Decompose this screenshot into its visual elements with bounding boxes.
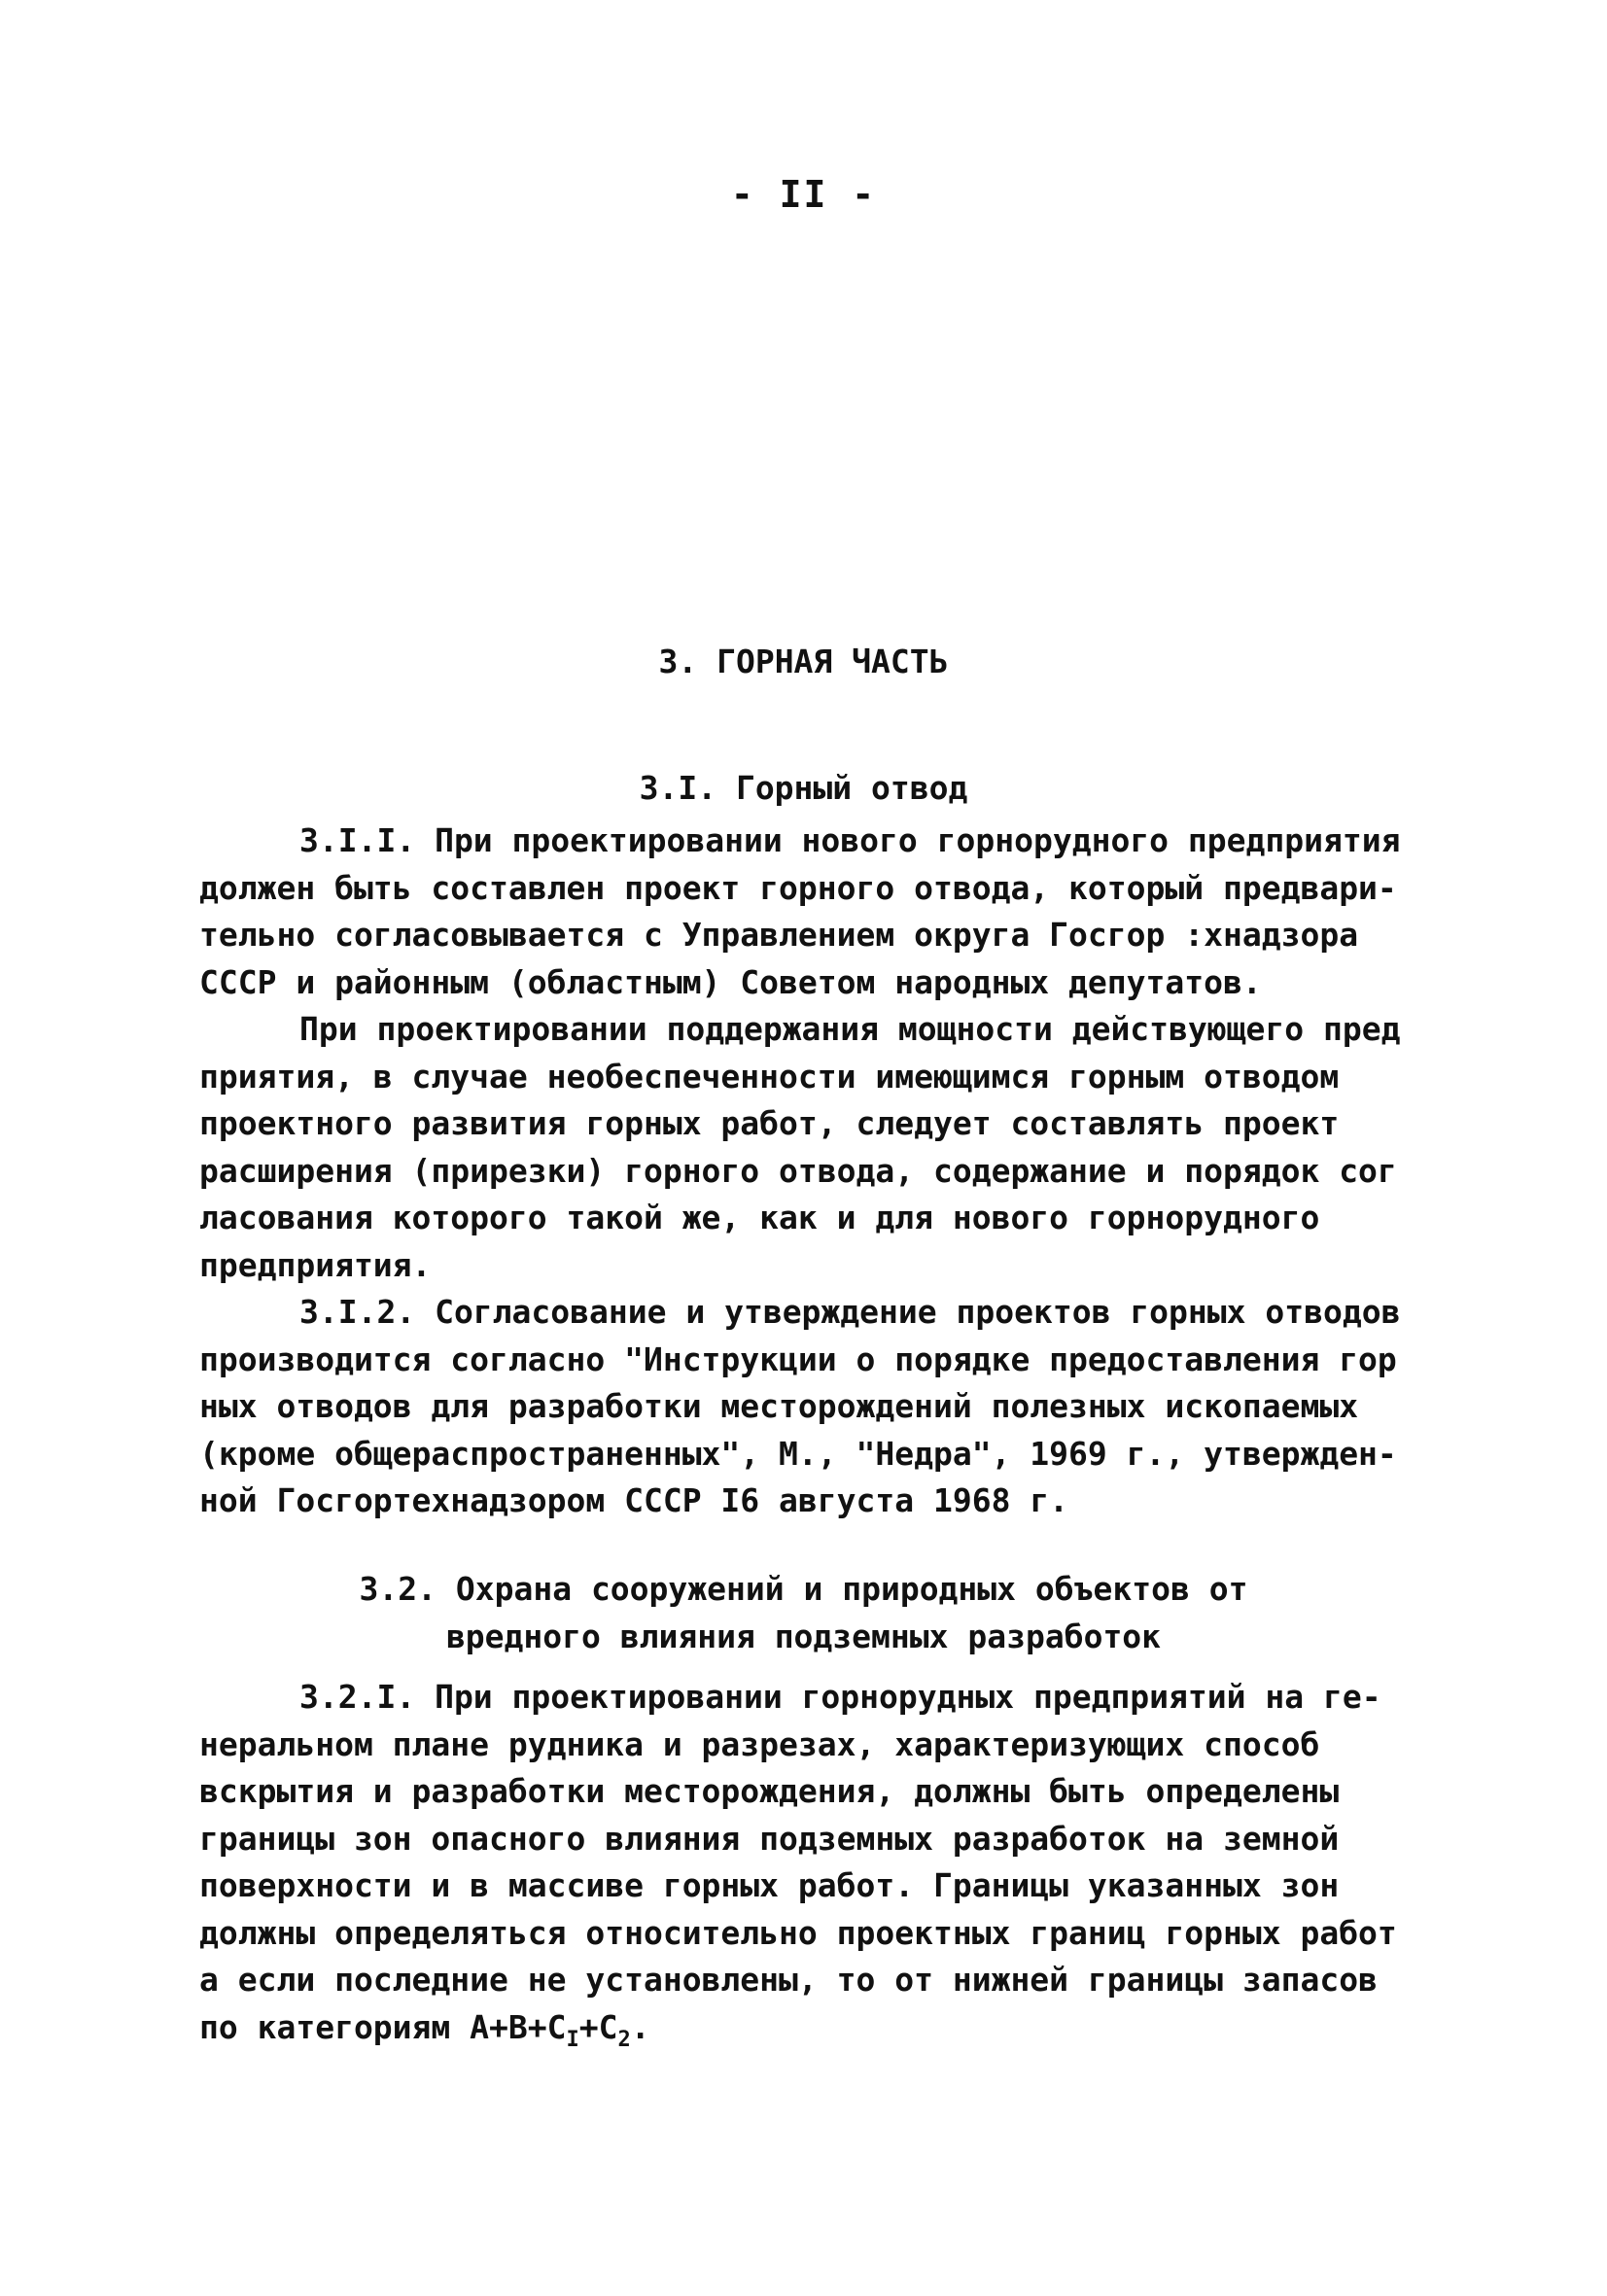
formula-end: . <box>630 2007 650 2046</box>
subsection-title-3-1: 3.I. Горный отвод <box>639 769 968 807</box>
text-line: предприятия. <box>199 1245 432 1284</box>
text-line: тельно согласовывается с Управлением округа Госгор :хнадзора <box>199 916 1359 954</box>
text-line: 3.2.I. При проектировании горнорудных предприятий на ге- <box>299 1678 1381 1716</box>
text-line: приятия, в случае необеспеченности имеющимся горным отводом <box>199 1057 1340 1096</box>
text-line: границы зон опасного влияния подземных разработок на земной <box>199 1819 1340 1858</box>
text-line: расширения (прирезки) горного отвода, содержание и порядок сог <box>199 1151 1397 1190</box>
paragraph-3-2-1 <box>199 1674 1405 2051</box>
formula-prefix: по категориям А+В+С <box>199 2007 567 2046</box>
section-title: 3. ГОРНАЯ ЧАСТЬ <box>658 643 949 680</box>
subsection-title-3-2-line1: 3.2. Охрана сооружений и природных объектов от <box>359 1570 1248 1608</box>
paragraph-3-1-2 <box>199 1289 1405 1525</box>
subsection-title-3-2-line2: вредного влияния подземных разработок <box>445 1618 1162 1655</box>
text-line: производится согласно "Инструкции о порядке предоставления гор <box>199 1339 1397 1378</box>
text-line: а если последние не установлены, то от нижней границы запасов <box>199 1961 1378 1999</box>
text-line: вскрытия и разработки месторождения, должны быть определены <box>199 1772 1340 1810</box>
text-line-formula <box>199 2004 1405 2052</box>
text-line: 3.I.2. Согласование и утверждение проектов горных отводов <box>299 1293 1401 1331</box>
text-line: СССР и районным (областным) Советом народных депутатов. <box>199 962 1262 1001</box>
text-line: поверхности и в массиве горных работ. Границы указанных зон <box>199 1866 1340 1904</box>
page-number: - II - <box>730 173 877 216</box>
text-line: ной Госгортехнадзором СССР I6 августа 1968 г. <box>199 1481 1069 1519</box>
formula-plus: +С <box>578 2007 618 2046</box>
text-line: ных отводов для разработки месторождений полезных ископаемых <box>199 1387 1359 1425</box>
text-line: должны определяться относительно проектных границ горных работ <box>199 1913 1397 1952</box>
text-line: ласования которого такой же, как и для нового горнорудного <box>199 1199 1320 1236</box>
subscript-1: I <box>566 2027 579 2052</box>
text-line: При проектировании поддержания мощности действующего пред <box>299 1010 1401 1048</box>
paragraph-3-1-1 <box>199 818 1405 1006</box>
subscript-2: 2 <box>617 2027 631 2052</box>
paragraph-3-1-1-cont <box>199 1006 1405 1289</box>
text-line: проектного развития горных работ, следует составлять проект <box>199 1104 1340 1142</box>
text-line: должен быть составлен проект горного отвода, который предвари- <box>199 868 1397 907</box>
text-line: неральном плане рудника и разрезах, характеризующих способ <box>199 1724 1320 1763</box>
text-line: (кроме общераспространенных", М., "Недра", 1969 г., утвержден- <box>199 1434 1397 1473</box>
text-line: 3.I.I. При проектировании нового горнорудного предприятия <box>299 821 1401 859</box>
